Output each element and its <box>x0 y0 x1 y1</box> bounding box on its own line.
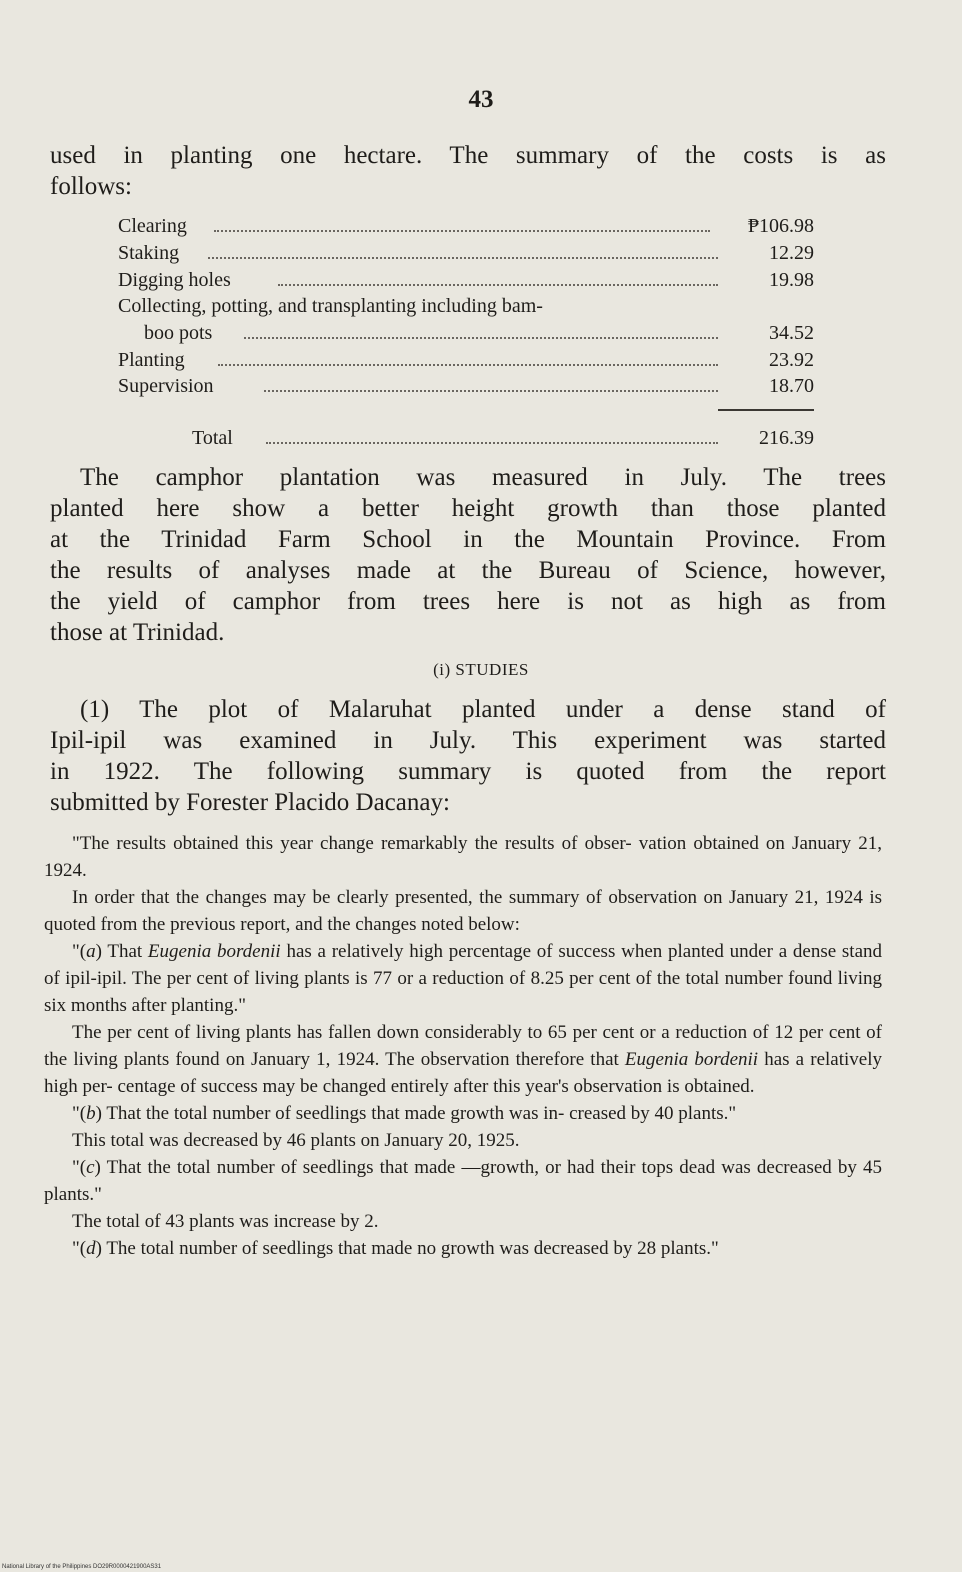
report-text: The per cent of living plants has fallen down considerably to 65 per cent or a reduction of 12 per cent of the living plants found on January 1, 1924. The observation therefore that <box>44 1022 882 1070</box>
camphor-paragraph <box>50 462 886 648</box>
report-text: ) That <box>95 941 148 962</box>
report-text: In order that the changes may be clearly presented, the summary of observation on January 21, 1924 is quoted from the previous report, and the changes noted below: <box>44 887 882 935</box>
cost-row <box>118 267 818 293</box>
cost-label: Staking <box>118 242 180 264</box>
species-name: Eugenia bordenii <box>624 1049 759 1070</box>
section-heading: (i) STUDIES <box>433 660 529 679</box>
cost-label: boo pots <box>144 322 213 344</box>
cost-value: 34.52 <box>769 322 814 344</box>
cost-value: 12.29 <box>769 242 814 264</box>
cost-row <box>118 373 818 399</box>
cost-value: 19.98 <box>769 269 814 291</box>
cost-value: 18.70 <box>769 375 814 397</box>
report-text: "( <box>72 1103 87 1124</box>
cost-label: Planting <box>118 349 185 371</box>
total-value: 216.39 <box>759 427 814 449</box>
cost-row <box>118 320 818 346</box>
item-letter: a <box>86 941 96 962</box>
cost-label: Collecting, potting, and transplanting including bam- <box>118 295 543 317</box>
studies-paragraph <box>50 694 886 818</box>
cost-value: ₱106.98 <box>747 215 814 237</box>
report-text: has a relatively high per- centage of success may be changed entirely after this year's observation is obtained. <box>44 1049 882 1097</box>
studies-line: (1) The plot of Malaruhat planted under a dense stand of <box>80 696 886 723</box>
report-text: "The results obtained this year change remarkably the results of obser- vation obtained on January 21, 1924. <box>44 833 882 881</box>
report-paragraph <box>44 1127 882 1154</box>
species-name: Eugenia bordenii <box>147 941 281 962</box>
report-text: "( <box>72 941 87 962</box>
cost-total-row <box>118 425 818 451</box>
dot-leader <box>214 230 710 232</box>
camphor-line: the results of analyses made at the Bureau of Science, however, <box>50 557 886 584</box>
cost-row <box>118 293 818 319</box>
report-text: This total was decreased by 46 plants on January 20, 1925. <box>72 1130 520 1151</box>
report-paragraph <box>44 938 882 1019</box>
report-paragraph <box>44 1100 882 1127</box>
total-rule <box>718 409 814 411</box>
cost-label: Supervision <box>118 375 214 397</box>
dot-leader <box>264 390 718 392</box>
dot-leader <box>218 364 718 366</box>
cost-label: Clearing <box>118 215 187 237</box>
report-paragraph <box>44 1154 882 1208</box>
intro-line: used in planting one hectare. The summary of the costs is as <box>50 142 886 169</box>
cost-value: 23.92 <box>769 349 814 371</box>
camphor-line: planted here show a better height growth than those planted <box>50 495 886 522</box>
cost-row <box>118 213 818 239</box>
report-paragraph <box>44 1208 882 1235</box>
dot-leader <box>244 337 718 339</box>
page-number: 43 <box>468 86 494 113</box>
camphor-line: the yield of camphor from trees here is not as high as from <box>50 588 886 615</box>
report-paragraph <box>44 1019 882 1100</box>
studies-line: in 1922. The following summary is quoted from the report <box>50 758 886 785</box>
report-text: ) The total number of seedlings that made no growth was decreased by 28 plants." <box>95 1238 719 1259</box>
item-letter: b <box>86 1103 96 1124</box>
cost-row <box>118 240 818 266</box>
report-quote <box>44 830 882 1262</box>
report-text: ) That the total number of seedlings that made growth was in- creased by 40 plants." <box>95 1103 737 1124</box>
studies-line: Ipil-ipil was examined in July. This experiment was started <box>50 727 886 754</box>
cost-label: Digging holes <box>118 269 231 291</box>
intro-paragraph <box>50 140 886 202</box>
report-paragraph <box>44 830 882 884</box>
camphor-line: those at Trinidad. <box>50 619 225 646</box>
scan-credit: National Library of the Philippines DO29R0000421900AS31 <box>2 1564 162 1570</box>
report-text: "( <box>72 1157 87 1178</box>
dot-leader <box>208 257 718 259</box>
cost-row <box>118 347 818 373</box>
item-letter: c <box>86 1157 95 1178</box>
report-text: "( <box>72 1238 87 1259</box>
report-paragraph <box>44 1235 882 1262</box>
camphor-line: at the Trinidad Farm School in the Mountain Province. From <box>50 526 886 553</box>
dot-leader <box>278 284 718 286</box>
report-text: has a relatively high percentage of success when planted under a dense stand of ipil-ipil. The per cent of living plants is 77 or a reduction of 8.25 per cent of the total number found living six months after planting." <box>44 941 883 1016</box>
intro-line: follows: <box>50 173 132 200</box>
report-text: ) That the total number of seedlings that made —growth, or had their tops dead was decreased by 45 plants." <box>44 1157 882 1205</box>
total-label: Total <box>192 427 233 449</box>
studies-line: submitted by Forester Placido Dacanay: <box>50 789 450 816</box>
report-paragraph <box>44 884 882 938</box>
report-text: The total of 43 plants was increase by 2. <box>72 1211 379 1232</box>
dot-leader <box>266 442 718 444</box>
item-letter: d <box>86 1238 96 1259</box>
camphor-line: The camphor plantation was measured in July. The trees <box>80 464 886 491</box>
